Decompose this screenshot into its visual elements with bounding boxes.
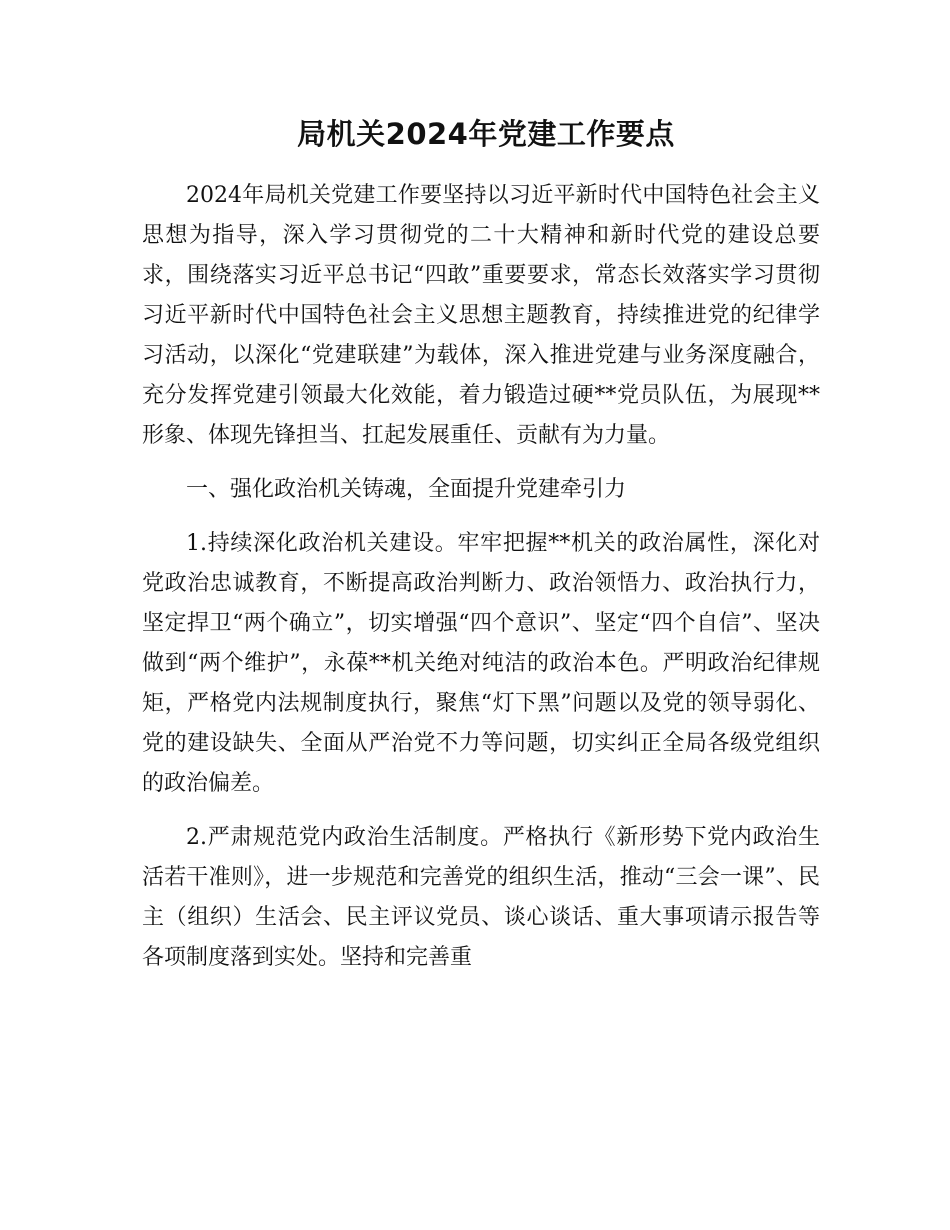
section-heading-1: 一、强化政治机关铸魂，全面提升党建牵引力 — [186, 477, 627, 502]
document-title: 局机关2024年党建工作要点 — [297, 117, 675, 151]
item-paragraph-2: 2.严肃规范党内政治生活制度。严格执行《新形势下党内政治生活若干准则》，进一步规范和完善党的组织生活，推动“三会一课”、民主（组织）生活会、民主评议党员、谈心谈话、重大事项请示报告等各项制度落到实处。坚持和完善重 — [142, 825, 820, 970]
item-paragraph-1: 1.持续深化政治机关建设。牢牢把握**机关的政治属性，深化对党政治忠诚教育，不断提高政治判断力、政治领悟力、政治执行力，坚定捍卫“两个确立”，切实增强“四个意识”、坚定“四个自信”、坚决做到“两个维护”，永葆**机关绝对纯洁的政治本色。严明政治纪律规矩，严格党内法规制度执行，聚焦“灯下黑”问题以及党的领导弱化、党的建设缺失、全面从严治党不力等问题，切实纠正全局各级党组织的政治偏差。 — [142, 531, 820, 796]
intro-paragraph: 2024年局机关党建工作要坚持以习近平新时代中国特色社会主义思想为指导，深入学习贯彻党的二十大精神和新时代党的建设总要求，围绕落实习近平总书记“四敢”重要要求，常态长效落实学习贯彻习近平新时代中国特色社会主义思想主题教育，持续推进党的纪律学习活动，以深化“党建联建”为载体，深入推进党建与业务深度融合，充分发挥党建引领最大化效能，着力锻造过硬**党员队伍，为展现**形象、体现先锋担当、扛起发展重任、贡献有为力量。 — [142, 183, 820, 448]
